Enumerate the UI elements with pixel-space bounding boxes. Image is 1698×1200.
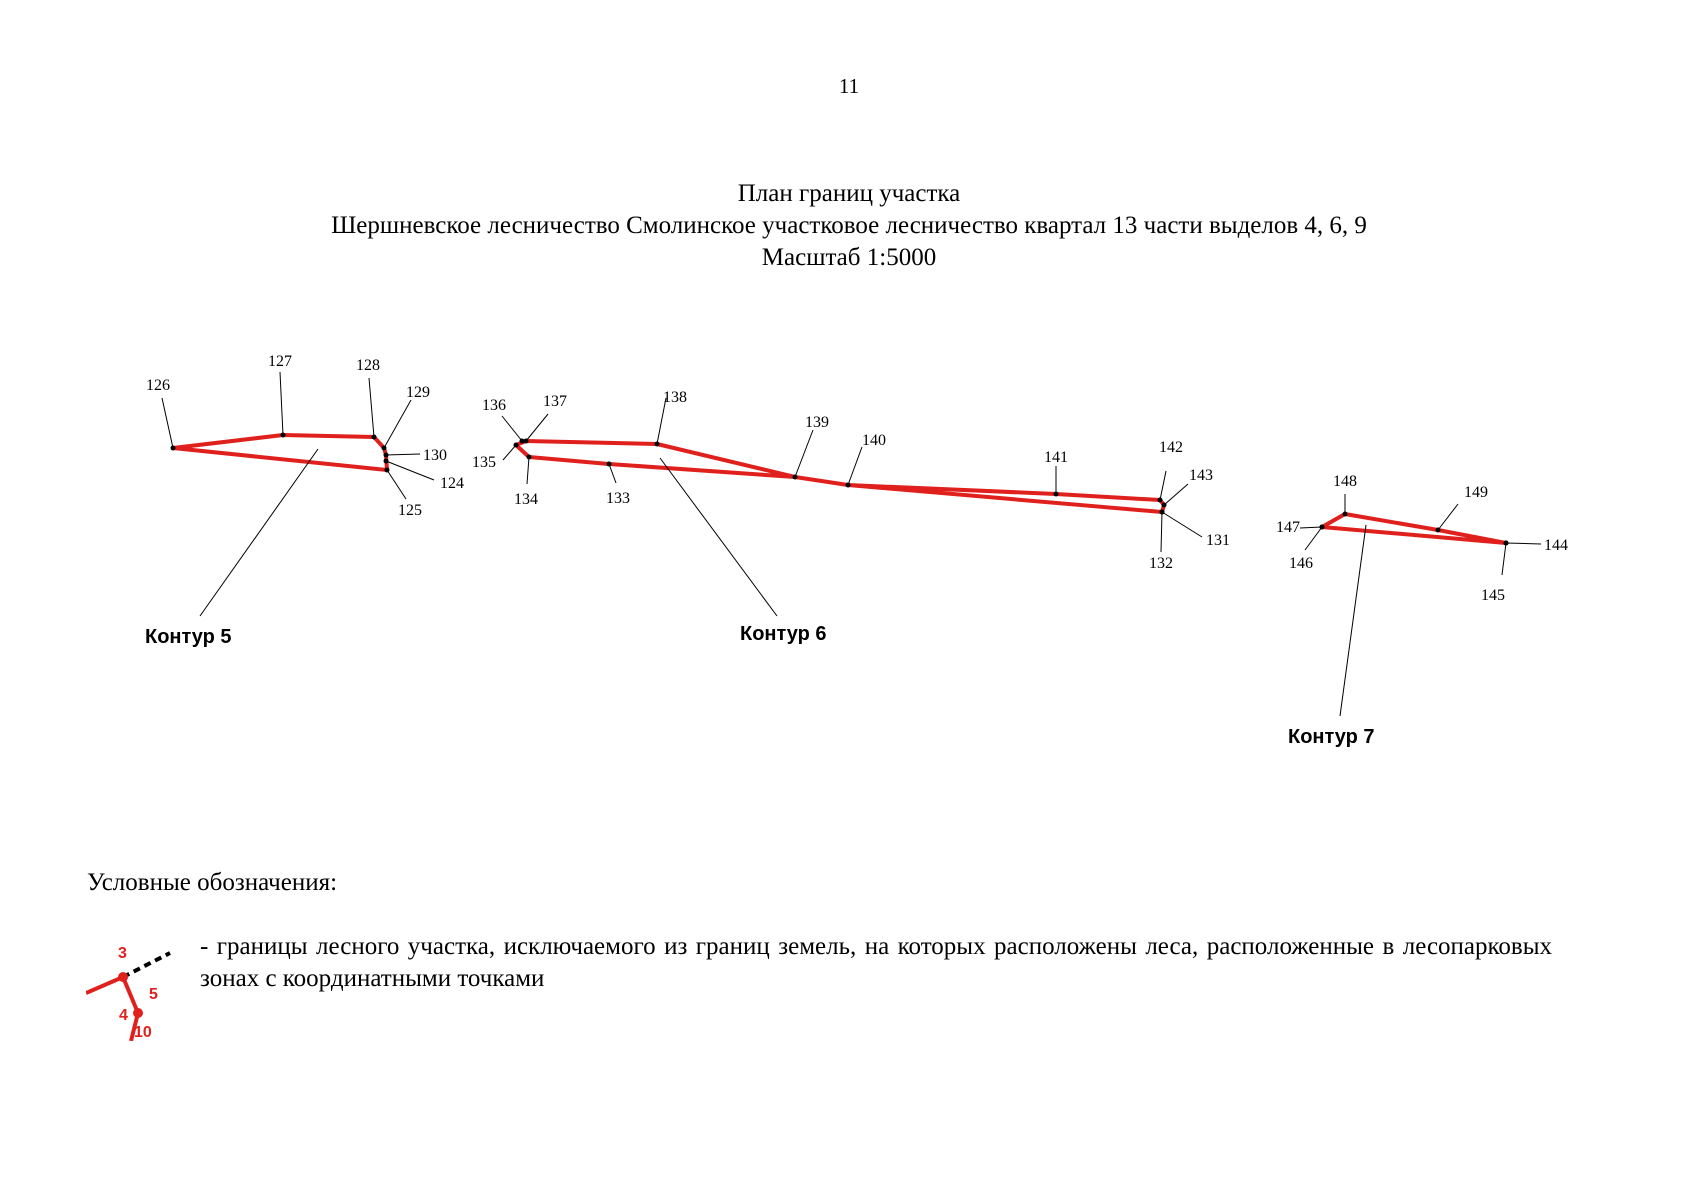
page-number: 11 [838, 74, 860, 98]
point-leader-line [386, 454, 420, 455]
boundary-vertex [1504, 541, 1509, 546]
point-number-label: 143 [1189, 467, 1213, 484]
point-leader-line [503, 445, 516, 460]
point-leader-line [609, 464, 616, 483]
point-leader-line [848, 447, 862, 485]
boundary-vertex [1158, 498, 1163, 503]
contour-leader-line [660, 458, 777, 616]
point-leader-line [1506, 543, 1541, 544]
contour-label: Контур 7 [1288, 726, 1375, 748]
point-leader-line [369, 378, 374, 437]
point-leader-line [280, 372, 283, 435]
point-number-label: 138 [663, 389, 687, 406]
point-leader-line [1438, 504, 1458, 530]
point-number-label: 140 [862, 432, 886, 449]
point-leader-line [1305, 527, 1322, 550]
contour-5 [145, 353, 464, 648]
point-number-label: 144 [1544, 537, 1568, 554]
contour-7 [1276, 473, 1568, 748]
contour-leader-line [1340, 525, 1366, 716]
point-number-label: 125 [398, 502, 422, 519]
point-number-label: 133 [606, 490, 630, 507]
contour-label: Контур 5 [145, 626, 232, 648]
legend-item-boundary [86, 931, 1566, 1041]
title-line-2: Шершневское лесничество Смолинское участковое лесничество квартал 13 части выделов 4, 6, 9 [331, 212, 1367, 239]
contour-label: Контур 6 [740, 623, 827, 645]
point-number-label: 132 [1149, 555, 1173, 572]
point-leader-line [795, 430, 813, 477]
point-number-label: 130 [423, 447, 447, 464]
legend-symbol-label: 5 [149, 986, 158, 1003]
point-number-label: 136 [482, 397, 506, 414]
boundary-vertex [527, 455, 532, 460]
boundary-vertex [281, 433, 286, 438]
point-number-label: 131 [1206, 532, 1230, 549]
point-number-label: 149 [1464, 484, 1488, 501]
boundary-vertex [1054, 492, 1059, 497]
legend-heading: Условные обозначения: [87, 869, 338, 896]
title-line-1: План границ участка [737, 180, 961, 207]
contour-6 [472, 389, 1230, 645]
boundary-line [173, 435, 387, 470]
boundary-vertex [372, 435, 377, 440]
point-leader-line [387, 470, 406, 499]
point-leader-line [502, 416, 522, 441]
boundary-vertex [1162, 503, 1167, 508]
boundary-vertex [793, 475, 798, 480]
boundary-vertex [524, 439, 529, 444]
legend-symbol-label: 3 [118, 945, 127, 962]
boundary-vertex [385, 468, 390, 473]
boundary-vertex [514, 443, 519, 448]
point-number-label: 147 [1276, 519, 1300, 536]
point-number-label: 124 [440, 475, 464, 492]
point-leader-line [527, 457, 529, 484]
boundary-vertex [1320, 525, 1325, 530]
legend-boundary-text: - границы лесного участка, исключаемого из границ земель, на которых расположены леса, расположенные в лесопарковых зонах с координатными точками [200, 933, 1552, 992]
title-line-3: Масштаб 1:5000 [761, 244, 937, 271]
point-leader-line [1164, 484, 1188, 505]
boundary-vertex [1436, 528, 1441, 533]
boundary-vertex [1160, 510, 1165, 515]
point-number-label: 141 [1044, 449, 1068, 466]
point-leader-line [1300, 527, 1322, 528]
point-number-label: 129 [406, 384, 430, 401]
point-number-label: 127 [268, 353, 292, 370]
point-leader-line [1162, 512, 1202, 537]
boundary-vertex [171, 446, 176, 451]
point-leader-line [1161, 512, 1162, 552]
point-leader-line [162, 398, 173, 448]
point-number-label: 128 [356, 357, 380, 374]
point-number-label: 126 [146, 377, 170, 394]
point-number-label: 135 [472, 454, 496, 471]
contour-leader-line [200, 449, 318, 616]
boundary-line [1322, 514, 1506, 543]
boundary-vertex [384, 459, 389, 464]
boundary-vertex [655, 442, 660, 447]
point-number-label: 134 [514, 491, 538, 508]
point-number-label: 148 [1333, 473, 1357, 490]
boundary-vertex [382, 446, 387, 451]
boundary-vertex [607, 462, 612, 467]
boundary-vertex [1343, 512, 1348, 517]
boundary-vertex [384, 453, 389, 458]
point-leader-line [384, 400, 411, 448]
legend-symbol-label: 10 [134, 1024, 152, 1041]
point-number-label: 142 [1159, 439, 1183, 456]
legend-symbol-label: 4 [119, 1007, 128, 1024]
point-number-label: 146 [1289, 555, 1313, 572]
point-leader-line [1160, 471, 1166, 500]
point-number-label: 145 [1481, 587, 1505, 604]
boundary-symbol-icon [86, 931, 186, 1041]
point-number-label: 139 [805, 414, 829, 431]
point-number-label: 137 [543, 393, 567, 410]
point-leader-line [526, 414, 548, 441]
point-leader-line [1502, 543, 1506, 575]
boundary-vertex [846, 483, 851, 488]
